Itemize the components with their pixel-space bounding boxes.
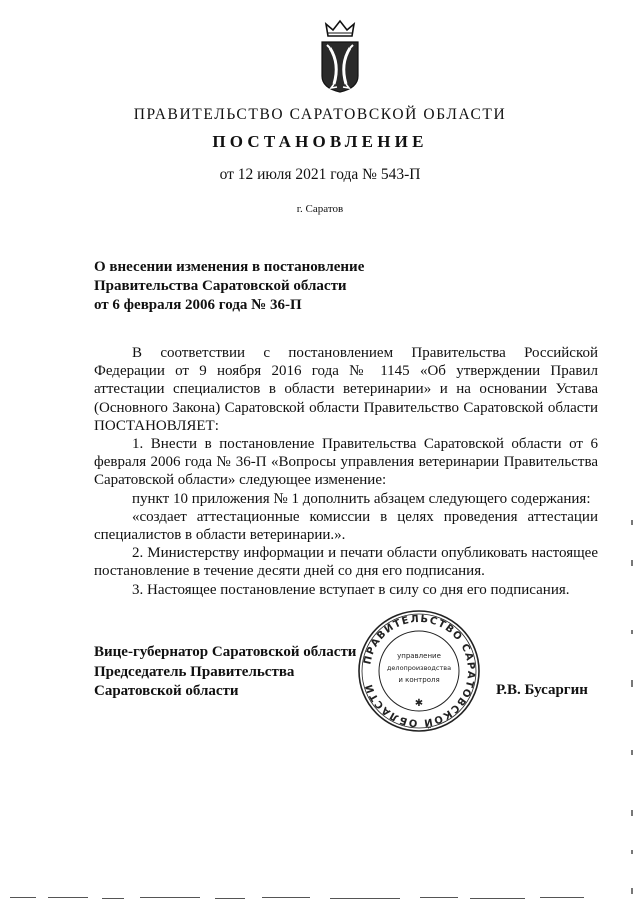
signatory-name: Р.В. Бусаргин [496,682,588,698]
stamp-inner-text: делопроизводства [386,664,452,672]
body-paragraph: 3. Настоящее постановление вступает в силу со дня его подписания. [132,581,570,598]
title-line: О внесении изменения в постановление [94,259,365,275]
body-paragraph: 2. Министерству информации и печати области опубликовать настоящее постановление в течение десяти дней со дня его подписания. [94,545,598,580]
document-body [94,344,598,599]
date-number: от 12 июля 2021 года № 543-П [219,166,421,183]
position-line: Саратовской области [94,683,239,699]
body-paragraph: 1. Внести в постановление Правительства Саратовской области от 6 февраля 2006 года № 36-П «Вопросы управления ветеринарии Правительства Саратовской области» следующее изменение: [94,436,598,489]
official-stamp [356,608,482,734]
position-line: Вице-губернатор Саратовской области [94,644,357,660]
stamp-inner-text: и контроля [398,676,440,684]
city: г. Саратов [296,203,344,215]
star-icon: ✱ [414,698,424,709]
position-line: Председатель Правительства [94,663,295,680]
title-line: от 6 февраля 2006 года № 36-П [94,297,302,313]
body-paragraph: В соответствии с постановлением Правительства Российской Федерации от 9 ноября 2016 года № 1145 «Об утверждении Правил аттестации специалистов в области ветеринарии» и на основании Устава (Основного Закона) Саратовской области Правительство Саратовской области ПОСТАНОВЛЯЕТ: [94,345,598,434]
stamp-outer-text: ПРАВИТЕЛЬСТВО САРАТОВСКОЙ ОБЛАСТИ [362,613,477,729]
body-paragraph: пункт 10 приложения № 1 дополнить абзацем следующего содержания: [132,490,591,507]
document-type: ПОСТАНОВЛЕНИЕ [212,132,428,151]
stamp-inner-text: управление [397,652,441,660]
body-paragraph: «создает аттестационные комиссии в целях проведения аттестации специалистов в области ветеринарии.». [94,508,598,544]
title-line: Правительства Саратовской области [94,278,347,294]
scan-bottom-artifacts [0,895,640,901]
document-title [94,258,364,315]
coat-of-arms-emblem [318,18,362,94]
signatory-position [94,643,356,702]
scan-edge-artifacts [628,520,636,900]
government-name: ПРАВИТЕЛЬСТВО САРАТОВСКОЙ ОБЛАСТИ [133,106,507,123]
